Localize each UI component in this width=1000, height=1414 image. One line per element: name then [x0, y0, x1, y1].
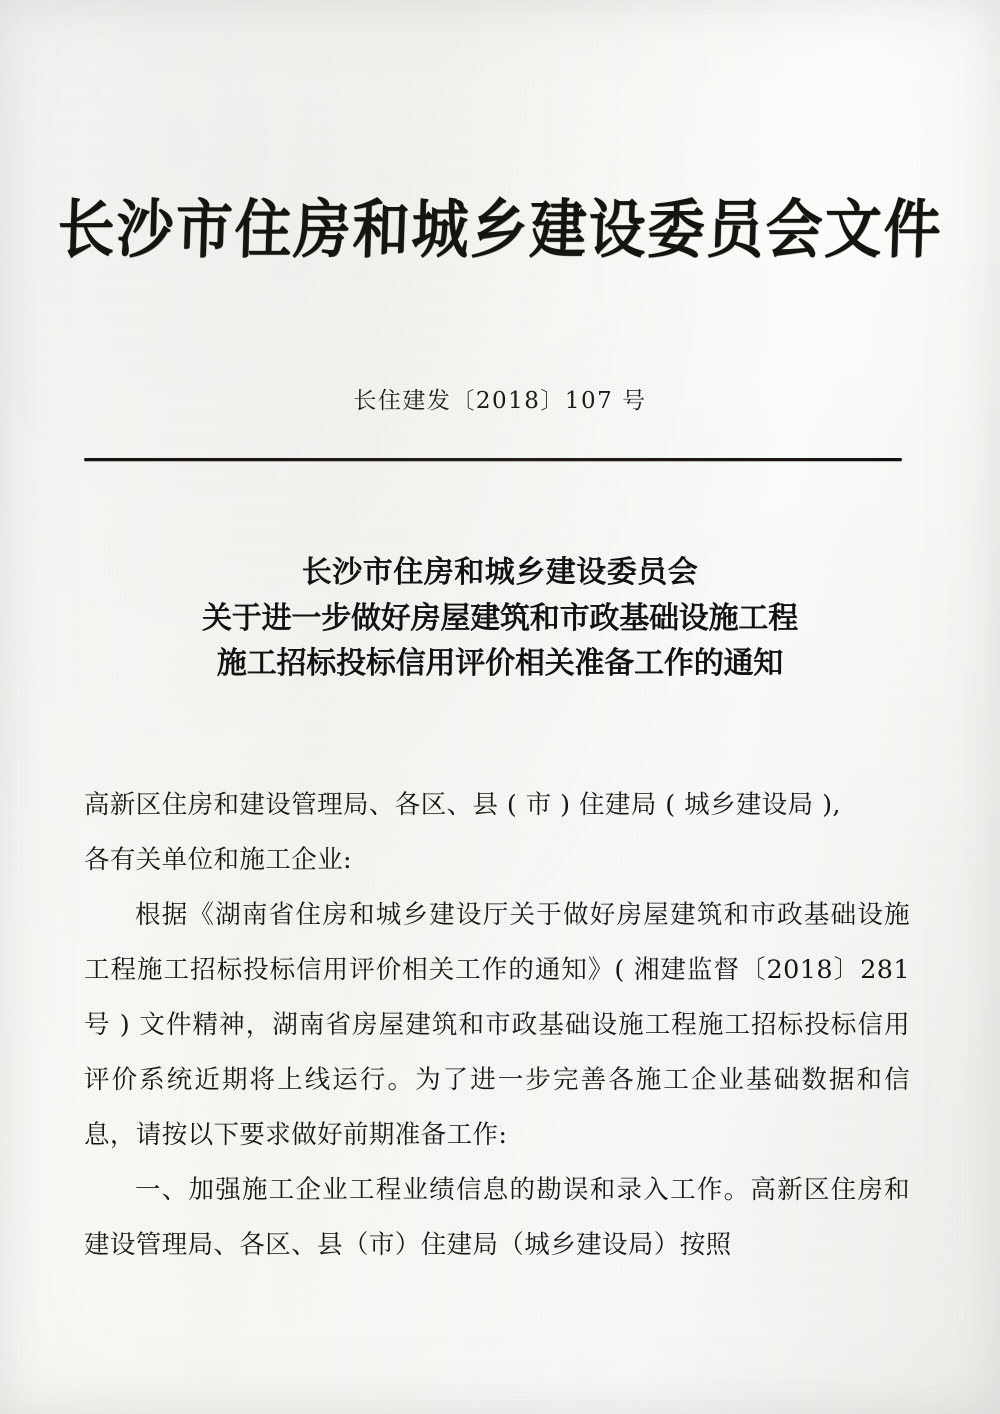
- body-paragraph-2: 一、加强施工企业工程业绩信息的勘误和录入工作。高新区住房和建设管理局、各区、县（市）住建局（城乡建设局）按照: [84, 1175, 910, 1260]
- document-title: [0, 550, 1000, 687]
- title-line-3: 施工招标投标信用评价相关准备工作的通知: [216, 646, 784, 682]
- title-line-1: 长沙市住房和城乡建设委员会: [301, 555, 699, 590]
- addressee-line-2: 各有关单位和施工企业:: [84, 845, 352, 875]
- masthead-title: 长沙市住房和城乡建设委员会文件: [56, 191, 944, 268]
- body-paragraph-1: 根据《湖南省住房和城乡建设厅关于做好房屋建筑和市政基础设施工程施工招标投标信用评价相关工作的通知》( 湘建监督〔2018〕281 号 ) 文件精神，湖南省房屋建筑和市政基础设施工程施工招标投标信用评价系统近期将上线运行。为了进一步完善各施工企业基础数据和信息，请按以下要求做好前期准备工作:: [84, 900, 910, 1150]
- masthead: [0, 191, 1000, 268]
- document-number: 长住建发〔2018〕107 号: [353, 388, 647, 414]
- addressee-line-1: 高新区住房和建设管理局、各区、县 ( 市 ) 住建局 ( 城乡建设局 ),: [84, 790, 841, 820]
- document-body: [84, 778, 910, 1273]
- title-line-2: 关于进一步做好房屋建筑和市政基础设施工程: [202, 600, 798, 636]
- header-divider-rule: [84, 458, 902, 461]
